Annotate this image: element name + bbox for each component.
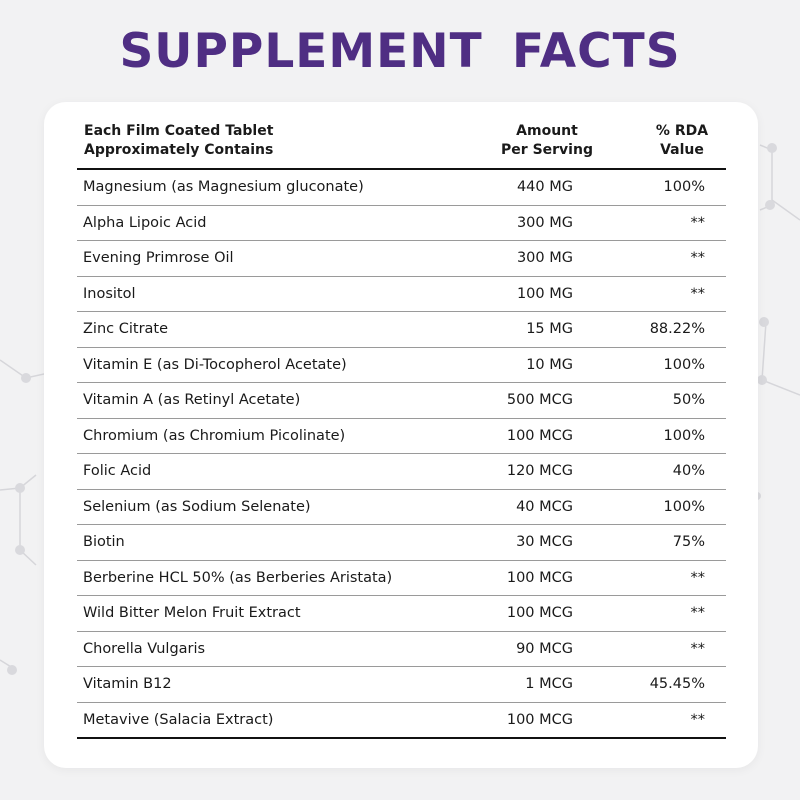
ingredient-name: Selenium (as Sodium Selenate) <box>83 498 311 515</box>
table-row <box>77 454 726 490</box>
amount-per-serving: 300 MG <box>516 250 573 266</box>
rda-value: ** <box>690 640 705 657</box>
rda-value: 100% <box>663 356 705 373</box>
ingredient-name: Magnesium (as Magnesium gluconate) <box>83 179 364 195</box>
ingredient-name: Berberine HCL 50% (as Berberies Aristata) <box>83 569 393 586</box>
amount-per-serving: 10 MG <box>526 356 573 373</box>
rda-value: 45.45% <box>649 676 705 692</box>
rda-value: 88.22% <box>649 321 705 337</box>
table-row <box>77 383 726 419</box>
amount-per-serving: 100 MCG <box>506 711 573 728</box>
amount-per-serving: 120 MCG <box>506 463 573 479</box>
header-ingredient: Each Film Coated Tablet Approximately Contains <box>84 123 274 158</box>
amount-per-serving: 15 MG <box>526 321 573 337</box>
amount-per-serving: 500 MCG <box>506 392 573 408</box>
ingredient-name: Metavive (Salacia Extract) <box>83 711 274 728</box>
table-row <box>77 596 726 632</box>
amount-per-serving: 440 MG <box>516 179 573 195</box>
amount-per-serving: 100 MG <box>516 285 573 302</box>
ingredient-name: Vitamin E (as Di-Tocopherol Acetate) <box>83 356 347 373</box>
rda-value: ** <box>690 569 705 586</box>
table-row <box>77 170 726 206</box>
rda-value: 100% <box>663 498 705 515</box>
amount-per-serving: 300 MG <box>516 214 573 231</box>
ingredient-name: Zinc Citrate <box>83 321 169 337</box>
table-header <box>77 121 726 170</box>
ingredient-name: Vitamin A (as Retinyl Acetate) <box>83 392 301 408</box>
ingredient-name: Inositol <box>83 285 136 302</box>
ingredient-name: Vitamin B12 <box>83 676 172 692</box>
table-row <box>77 206 726 242</box>
ingredient-name: Chorella Vulgaris <box>83 640 206 657</box>
rda-value: 75% <box>672 534 705 550</box>
table-row <box>77 667 726 703</box>
rda-value: 100% <box>663 179 705 195</box>
rda-value: 100% <box>663 427 705 444</box>
supplement-facts-table <box>77 121 726 739</box>
supplement-facts-card <box>44 102 758 768</box>
amount-per-serving: 100 MCG <box>506 569 573 586</box>
table-row <box>77 277 726 313</box>
table-row <box>77 525 726 561</box>
table-row <box>77 312 726 348</box>
ingredient-name: Folic Acid <box>83 463 152 479</box>
table-row <box>77 348 726 384</box>
ingredient-name: Evening Primrose Oil <box>83 250 234 266</box>
amount-per-serving: 100 MCG <box>506 427 573 444</box>
rda-value: ** <box>690 605 705 621</box>
rda-value: ** <box>690 214 705 231</box>
amount-per-serving: 40 MCG <box>516 498 573 515</box>
rda-value: ** <box>690 711 705 728</box>
amount-per-serving: 100 MCG <box>506 605 573 621</box>
ingredient-name: Alpha Lipoic Acid <box>83 214 207 231</box>
rda-value: 50% <box>672 392 705 408</box>
header-rda: % RDA Value <box>655 123 709 158</box>
ingredient-name: Chromium (as Chromium Picolinate) <box>83 427 346 444</box>
table-body <box>77 170 726 739</box>
header-amount: Amount Per Serving <box>501 123 593 158</box>
rda-value: ** <box>690 250 705 266</box>
ingredient-name: Biotin <box>83 534 125 550</box>
amount-per-serving: 30 MCG <box>516 534 573 550</box>
ingredient-name: Wild Bitter Melon Fruit Extract <box>83 605 301 621</box>
table-row <box>77 241 726 277</box>
rda-value: 40% <box>672 463 705 479</box>
page-title: SUPPLEMENT FACTS <box>119 24 681 79</box>
rda-value: ** <box>690 285 705 302</box>
table-row <box>77 703 726 740</box>
amount-per-serving: 90 MCG <box>516 640 573 657</box>
amount-per-serving: 1 MCG <box>525 676 573 692</box>
table-row <box>77 490 726 526</box>
table-row <box>77 419 726 455</box>
table-row <box>77 561 726 597</box>
table-row <box>77 632 726 668</box>
